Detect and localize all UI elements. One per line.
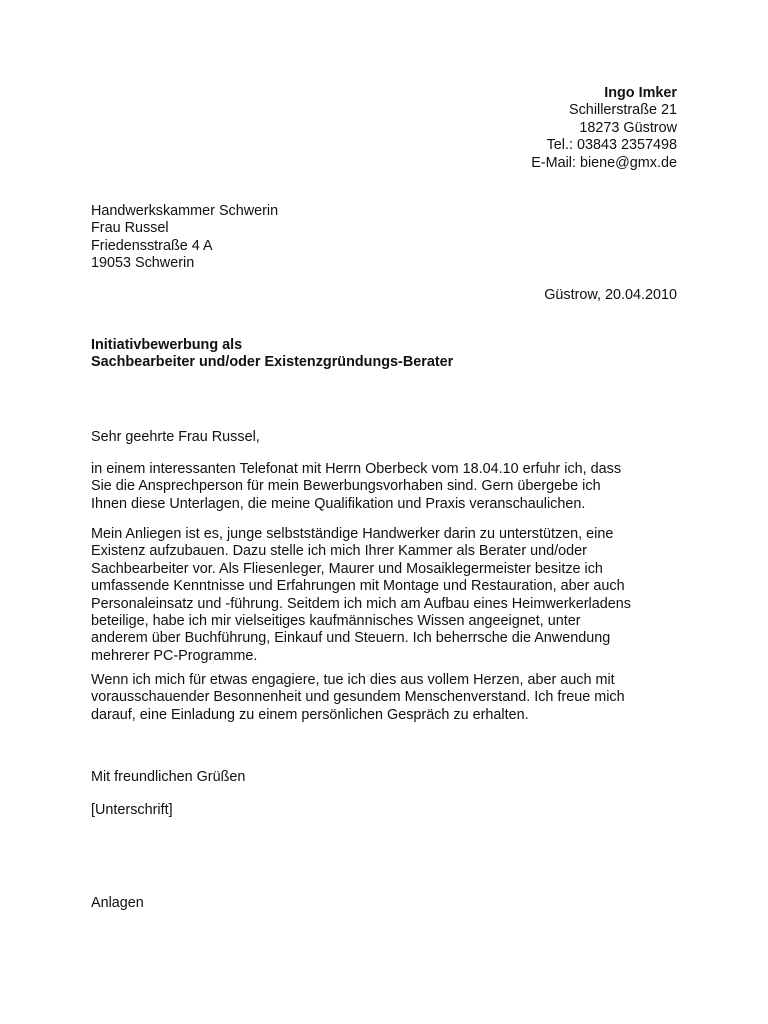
letter-date: Güstrow, 20.04.2010 [544, 287, 677, 303]
paragraph-line: Personaleinsatz und -führung. Seitdem ich mich am Aufbau eines Heimwerkerladens [91, 595, 631, 612]
subject-line-1: Initiativbewerbung als [91, 337, 243, 353]
paragraph-line: Mein Anliegen ist es, junge selbstständige Handwerker darin zu unterstützen, eine [91, 526, 614, 542]
sender-name: Ingo Imker [604, 85, 677, 101]
recipient-street: Friedensstraße 4 A [91, 237, 213, 254]
paragraph-line: Sie die Ansprechperson für mein Bewerbungsvorhaben sind. Gern übergebe ich [91, 478, 601, 495]
paragraph-line: anderem über Buchführung, Einkauf und Steuern. Ich beherrsche die Anwendung [91, 630, 611, 647]
paragraph-line: vorausschauender Besonnenheit und gesundem Menschenverstand. Ich freue mich [91, 689, 625, 706]
paragraph-line: darauf, eine Einladung zu einem persönlichen Gespräch zu erhalten. [91, 706, 529, 723]
paragraph-line: in einem interessanten Telefonat mit Herrn Oberbeck vom 18.04.10 erfuhr ich, dass [91, 461, 622, 477]
paragraph-line: Ihnen diese Unterlagen, die meine Qualifikation und Praxis veranschaulichen. [91, 495, 586, 512]
sender-phone: Tel.: 03843 2357498 [546, 137, 677, 154]
paragraph-line: mehrerer PC-Programme. [91, 647, 258, 664]
paragraph-line: Sachbearbeiter vor. Als Fliesenleger, Maurer und Mosaiklegermeister besitze ich [91, 560, 603, 577]
signature-placeholder: [Unterschrift] [91, 802, 173, 818]
closing-phrase: Mit freundlichen Grüßen [91, 769, 246, 785]
attachments-label: Anlagen [91, 895, 144, 911]
recipient-city: 19053 Schwerin [91, 255, 195, 272]
body-paragraph-3 [91, 672, 625, 724]
sender-street: Schillerstraße 21 [569, 102, 677, 119]
body-paragraph-2 [91, 526, 631, 665]
sender-email: E-Mail: biene@gmx.de [531, 154, 677, 171]
sender-city: 18273 Güstrow [579, 119, 677, 136]
body-paragraph-1 [91, 461, 621, 513]
paragraph-line: umfassende Kenntnisse und Erfahrungen mit Montage und Restauration, aber auch [91, 578, 625, 595]
subject-line-2: Sachbearbeiter und/oder Existenzgründungs-Berater [91, 354, 454, 371]
recipient-organization: Handwerkskammer Schwerin [91, 203, 279, 219]
paragraph-line: Existenz aufzubauen. Dazu stelle ich mich Ihrer Kammer als Berater und/oder [91, 543, 587, 560]
paragraph-line: Wenn ich mich für etwas engagiere, tue ich dies aus vollem Herzen, aber auch mit [91, 672, 615, 688]
salutation: Sehr geehrte Frau Russel, [91, 429, 260, 445]
recipient-address-block [91, 203, 278, 273]
paragraph-line: beteilige, habe ich mir vielseitiges kaufmännisches Wissen angeeignet, unter [91, 613, 581, 630]
subject-line [91, 337, 453, 372]
recipient-contact: Frau Russel [91, 220, 169, 237]
sender-address-block [531, 85, 677, 172]
